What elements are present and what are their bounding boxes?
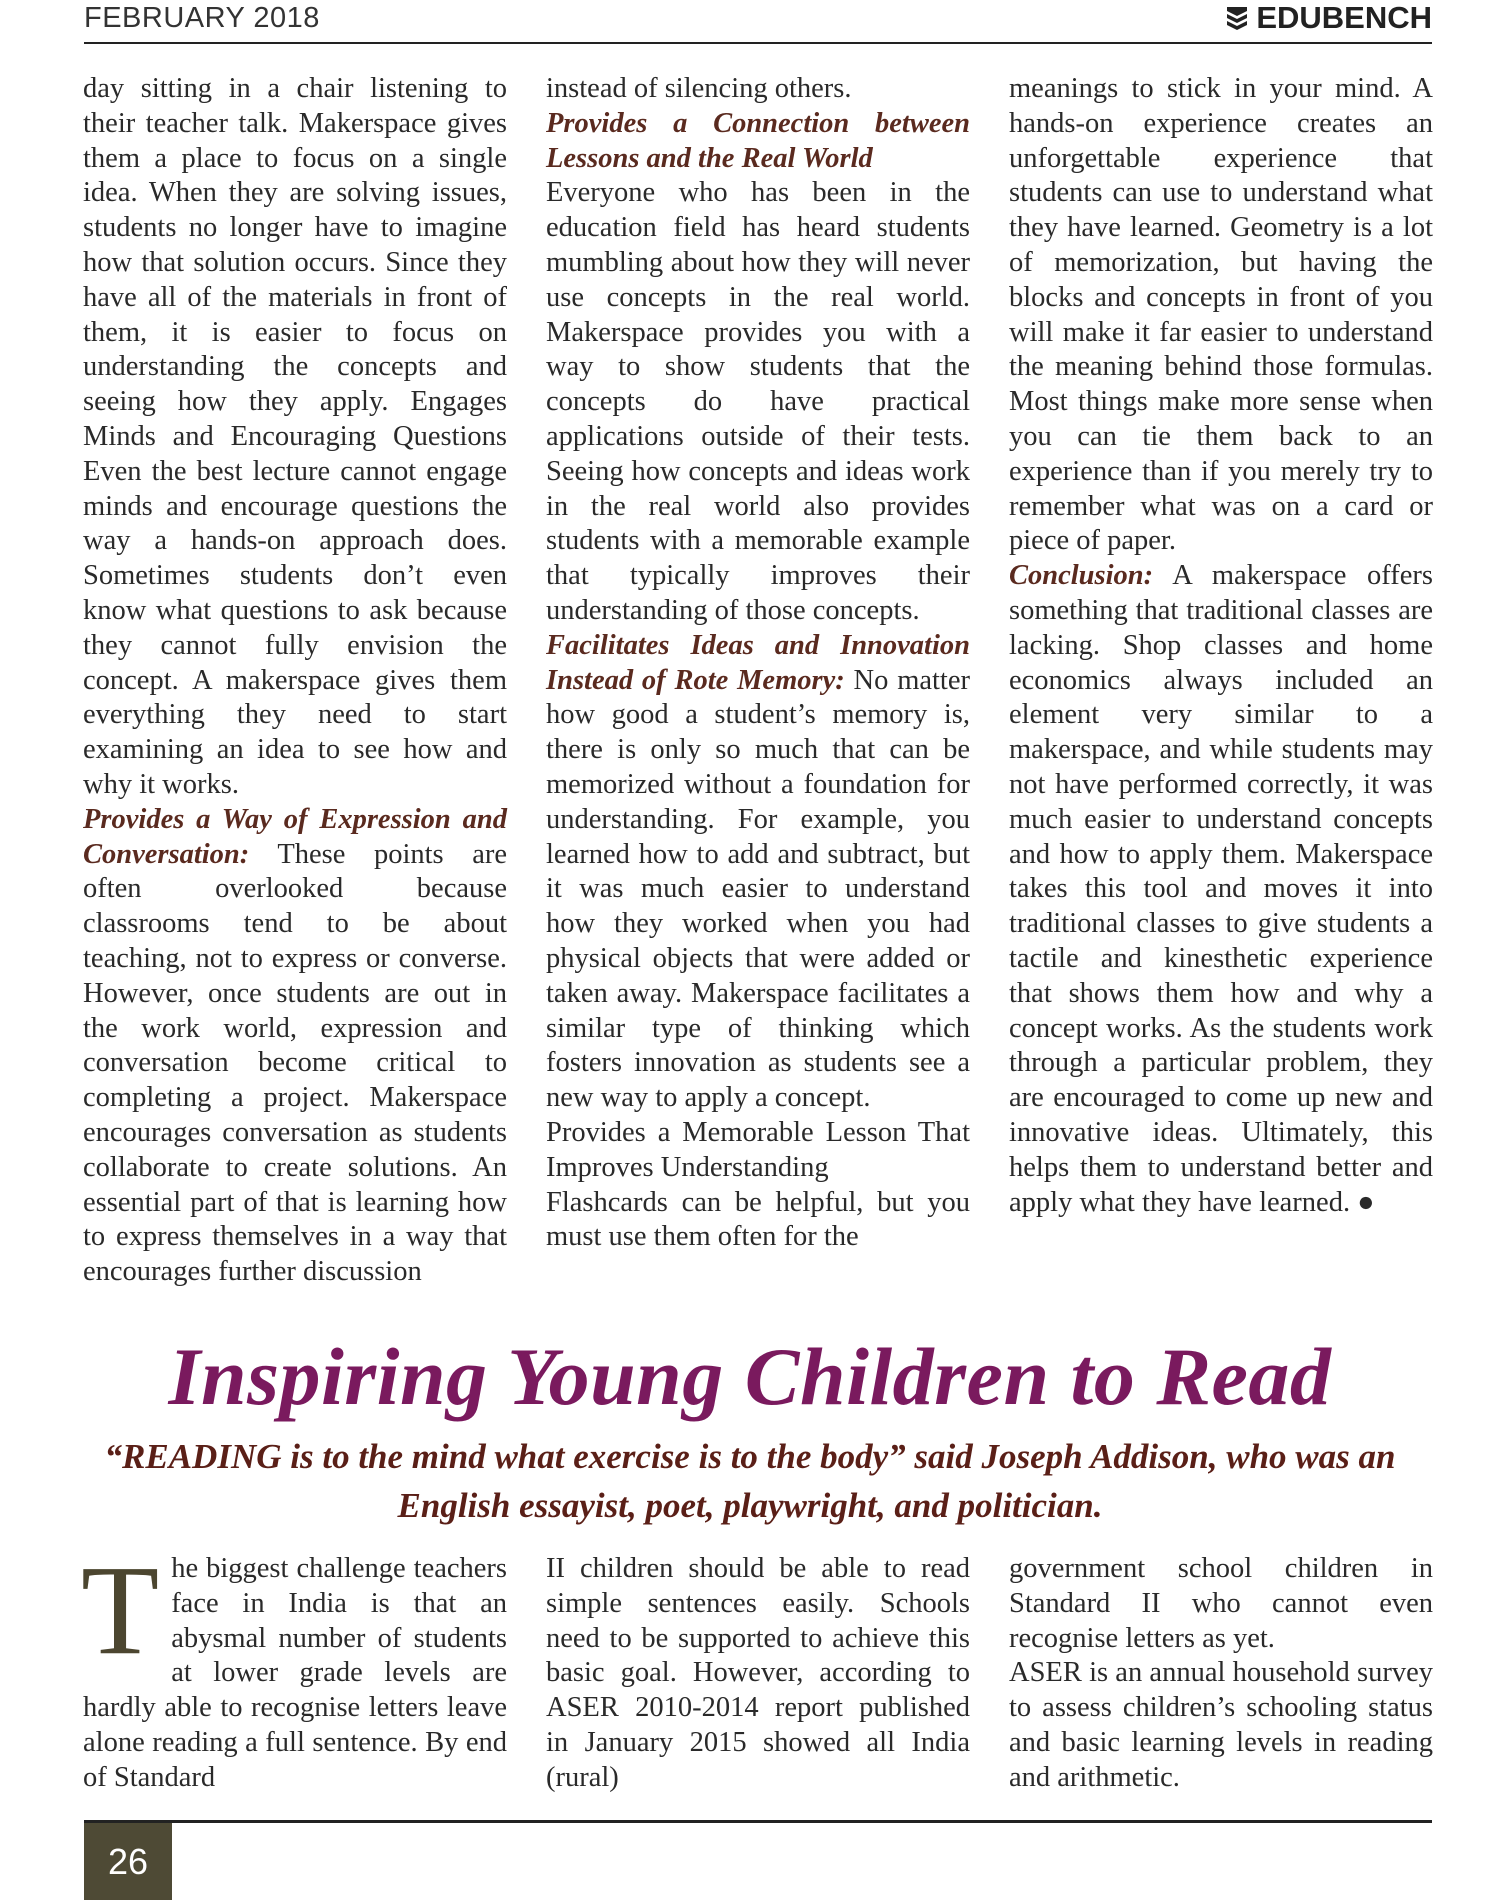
paragraph: Facilitates Ideas and Innovation Instead of Rote Memory: No matter how good a student’s memory is, there is only so much that can be memorized without a foundation for understanding. For example, you learned how to add and subtract, but it was much easier to understand how they worked when you had physical objects that were added or taken away. Makerspace facilitates a similar type of thinking which fosters innovation as students see a new way to apply a concept. — [546, 629, 970, 1114]
brand-name: EDUBENCH — [1256, 0, 1432, 35]
paragraph: Conclusion: A makerspace offers something that traditional classes are lacking. Shop classes and home economics always included an element very similar to a makerspace, and while students may not have performed correctly, it was much easier to understand concepts and how to apply them. Makerspace takes this tool and moves it into traditional classes to give students a tactile and kinesthetic experience that shows them how and why a concept works. As the students work through a particular problem, they are encouraged to come up new and innovative ideas. Ultimately, this helps them to understand better and apply what they have learned. ● — [1009, 560, 1433, 1218]
paragraph: day sitting in a chair listening to their teacher talk. Makerspace gives them a place to focus on a single idea. When they are solving issues, students no longer have to imagine how that solution occurs. Since they have all of the materials in front of them, it is easier to focus on understanding the concepts and seeing how they apply. Engages Minds and Encouraging Questions Even the best lecture cannot engage minds and encourage questions the way a hands-on approach does. Sometimes students don’t even know what questions to ask because they cannot fully envision the concept. A makerspace gives them everything they need to start examining an idea to see how and why it works. — [83, 73, 507, 800]
article-quote: “READING is to the mind what exercise is to the body” said Joseph Addison, who was an English essayist, poet, playwright, and politician. — [104, 1437, 1396, 1525]
article-title: Inspiring Young Children to Read — [168, 1331, 1332, 1422]
reading-article-body — [81, 1539, 1433, 1796]
paragraph: government school children in Standard II who cannot even recognise letters as yet. — [1009, 1553, 1433, 1654]
makerspace-article-continued — [83, 72, 1433, 1290]
section-heading: Facilitates Ideas and Innovation Instead of Rote Memory: — [546, 629, 970, 696]
paragraph: instead of silencing others. — [546, 73, 852, 104]
paragraph: Provides a Way of Expression and Conversation: These points are often overlooked because classrooms tend to be about teaching, not to express or converse. However, once students are out in the work world, expression and conversation become critical to completing a project. Makerspace encourages conversation as students collaborate to create solutions. An essential part of that is learning how to express themselves in a way that encourages further discussion — [83, 803, 507, 1288]
paragraph: II children should be able to read simple sentences easily. Schools need to be supported to achieve this basic goal. However, according to ASER 2010-2014 report published in January 2015 showed all India (rural) — [546, 1553, 970, 1793]
column-3 — [1009, 72, 1433, 1290]
paragraph: Provides a Memorable Lesson That Improves Understanding — [546, 1116, 970, 1183]
page-header — [84, 0, 1432, 44]
page-number: 26 — [84, 1823, 172, 1900]
section-heading: Conclusion: — [1009, 560, 1154, 592]
issue-date: FEBRUARY 2018 — [84, 2, 320, 34]
column-2 — [546, 1552, 970, 1796]
paragraph: meanings to stick in your mind. A hands-on experience creates an unforgettable experience that students can use to understand what they have learned. Geometry is a lot of memorization, but having the blocks and concepts in front of you will make it far easier to understand the meaning behind those formulas. Most things make more sense when you can tie them back to an experience than if you merely try to remember what was on a card or piece of paper. — [1009, 73, 1433, 557]
paragraph: The biggest challenge teachers face in India is that an abysmal number of students at lower grade levels are hardly able to recognise letters leave alone reading a full sentence. By end of Standard — [81, 1539, 507, 1793]
section-heading: Provides a Connection between Lessons and the Real World — [546, 107, 970, 174]
brand — [1226, 0, 1432, 36]
section-heading: Provides a Way of Expression and Conversation: — [83, 803, 507, 870]
edubench-logo-icon — [1226, 6, 1248, 30]
column-1 — [81, 1539, 507, 1796]
column-2 — [546, 72, 970, 1290]
footer-divider — [84, 1820, 1432, 1823]
drop-cap: T — [81, 1539, 160, 1681]
column-3 — [1009, 1552, 1433, 1796]
paragraph: Flashcards can be helpful, but you must use them often for the — [546, 1186, 970, 1253]
paragraph: ASER is an annual household survey to assess children’s schooling status and basic learning levels in reading and arithmetic. — [1009, 1657, 1433, 1793]
paragraph: Everyone who has been in the education field has heard students mumbling about how they will never use concepts in the real world. Makerspace provides you with a way to show students that the concepts do have practical applications outside of their tests. Seeing how concepts and ideas work in the real world also provides students with a memorable example that typically improves their understanding of those concepts. — [546, 177, 970, 626]
column-1 — [83, 72, 507, 1290]
paragraph — [546, 107, 970, 177]
